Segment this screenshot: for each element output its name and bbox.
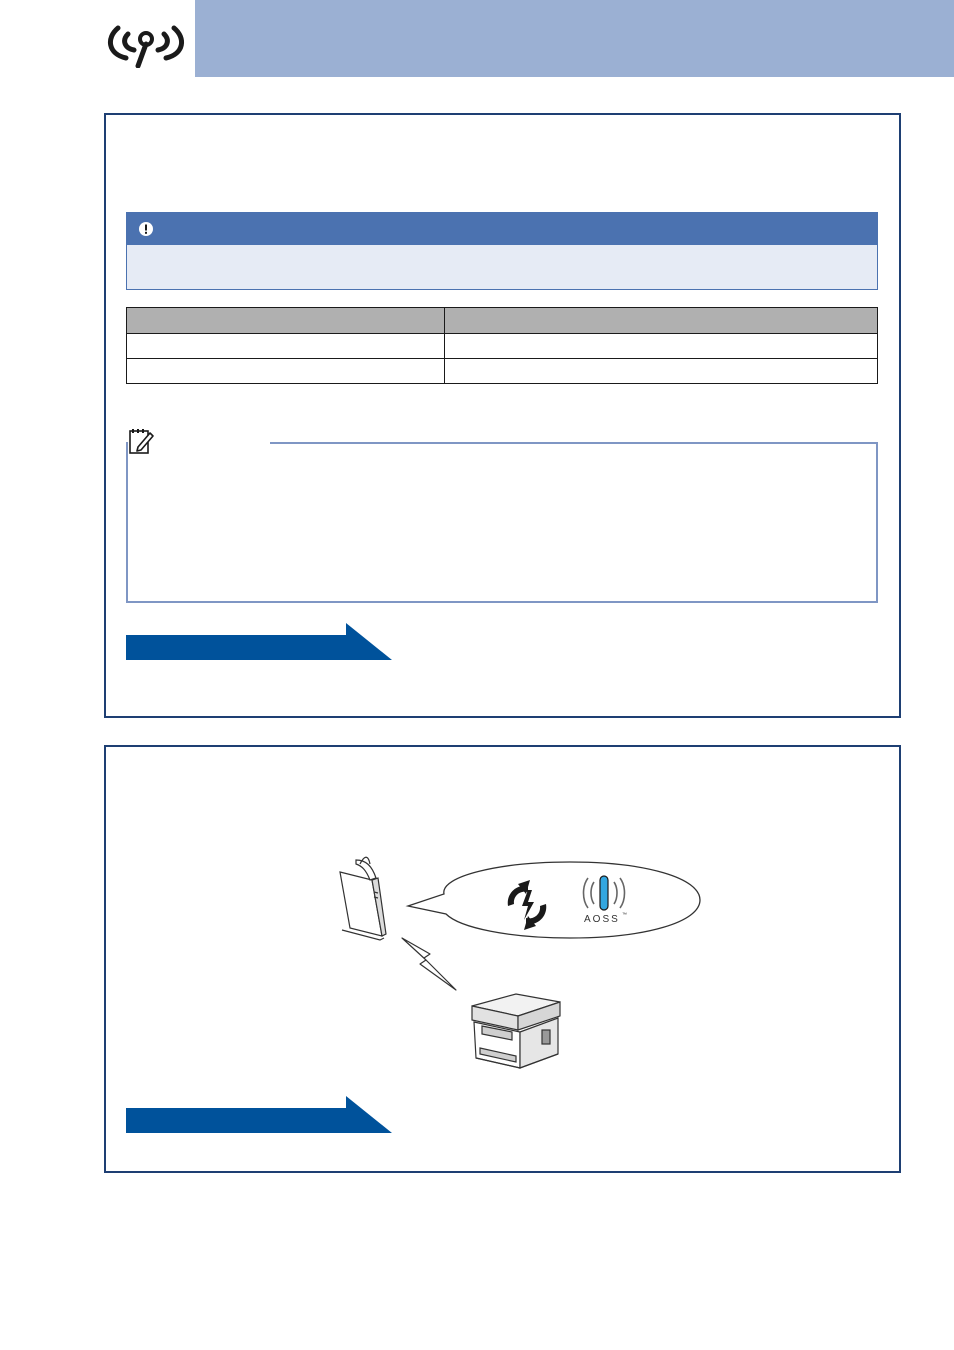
table-cell [127, 359, 445, 384]
table-cell [445, 334, 878, 359]
table-header-row [127, 308, 878, 334]
wireless-router-icon [340, 857, 386, 940]
lightning-signal-icon [402, 938, 456, 990]
table-row [127, 334, 878, 359]
header-band [195, 0, 954, 77]
table-cell [127, 334, 445, 359]
important-header-bar [127, 213, 877, 245]
right-arrow-icon [126, 1096, 392, 1133]
important-callout [126, 212, 878, 290]
table-cell [445, 359, 878, 384]
router-printer-illustration [330, 850, 710, 1075]
settings-table [126, 307, 878, 384]
table-row [127, 359, 878, 384]
wireless-antenna-icon [104, 14, 186, 68]
note-top-rule [270, 442, 878, 444]
aoss-label: AOSS [584, 914, 620, 925]
aoss-trademark: ™ [622, 912, 627, 918]
printer-icon [472, 994, 560, 1068]
speech-bubble [408, 862, 700, 938]
notepad-pencil-icon [128, 427, 156, 455]
right-arrow-icon [126, 623, 392, 660]
table-header-cell [127, 308, 445, 334]
exclamation-icon [139, 222, 153, 236]
note-box [126, 442, 878, 603]
table-header-cell [445, 308, 878, 334]
